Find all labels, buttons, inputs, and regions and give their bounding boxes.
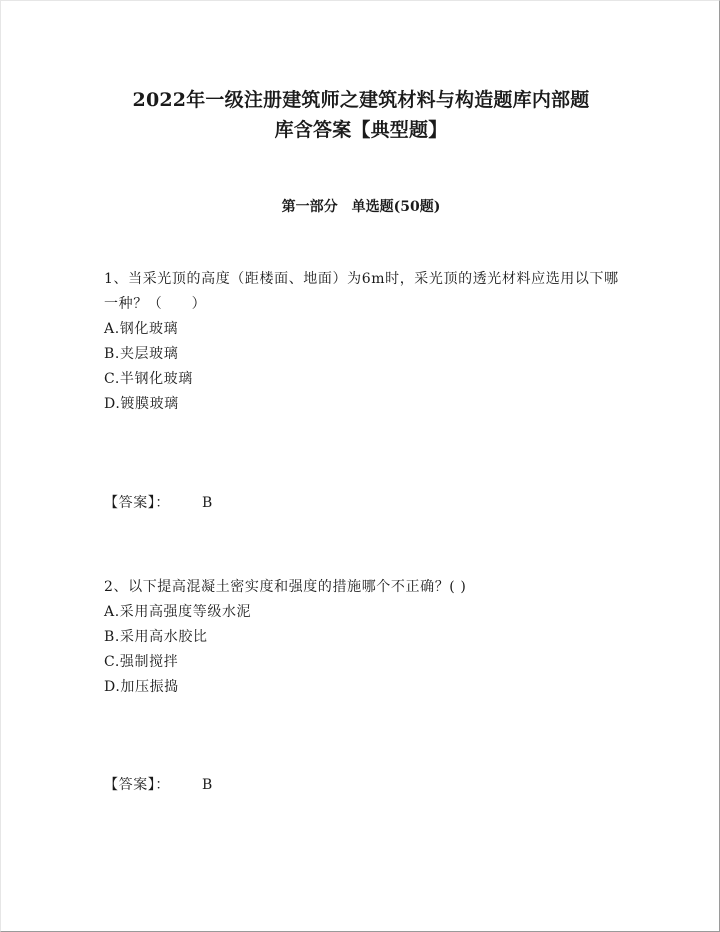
option-d: D.镀膜玻璃 [104, 396, 179, 412]
answer-value: B [202, 777, 213, 793]
answer-1 [104, 492, 213, 512]
title-line-1: 2022年一级注册建筑师之建筑材料与构造题库内部题 [132, 89, 590, 111]
answer-label: 【答案】： [104, 777, 170, 793]
option-a: A.钢化玻璃 [104, 321, 179, 337]
option-d: D.加压振捣 [104, 679, 179, 695]
answer-label: 【答案】： [104, 495, 170, 511]
option-b: B.夹层玻璃 [104, 346, 179, 362]
option-a: A.采用高强度等级水泥 [104, 604, 252, 620]
option-c: C.半钢化玻璃 [104, 371, 193, 387]
answer-value: B [202, 495, 213, 511]
answer-2 [104, 774, 213, 794]
question-1 [104, 267, 624, 417]
section-heading: 第一部分 单选题(50题) [281, 199, 441, 215]
question-2 [104, 575, 624, 700]
document-title [61, 85, 661, 145]
question-stem: 2、以下提高混凝土密实度和强度的措施哪个不正确？( ) [104, 579, 467, 595]
title-line-2: 库含答案【典型题】 [274, 119, 448, 141]
option-c: C.强制搅拌 [104, 654, 179, 670]
question-stem: 1、当采光顶的高度（距楼面、地面）为6m时，采光顶的透光材料应选用以下哪一种？（ ） [104, 271, 619, 312]
option-b: B.采用高水胶比 [104, 629, 208, 645]
